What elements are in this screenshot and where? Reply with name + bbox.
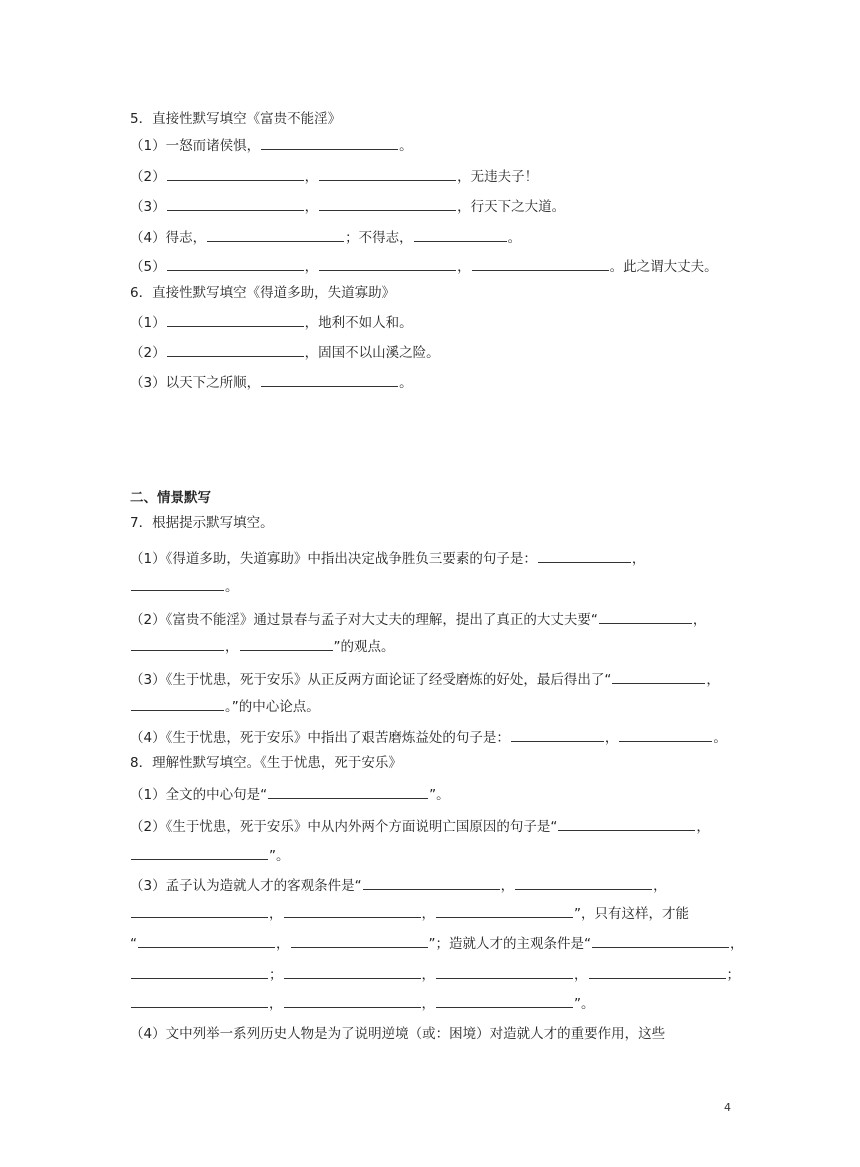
line-text: ”。	[269, 848, 290, 864]
answer-blank[interactable]	[167, 197, 304, 211]
line-text: ”。	[574, 996, 595, 1012]
answer-blank[interactable]	[436, 904, 573, 918]
line-text: 7．根据提示默写填空。	[130, 515, 274, 531]
answer-blank[interactable]	[131, 577, 224, 591]
line-text: ，	[421, 996, 435, 1012]
line-text: ，	[730, 936, 744, 952]
answer-blank[interactable]	[515, 876, 652, 890]
line-text: ，	[696, 819, 710, 835]
line-text: （3）以天下之所顺，	[130, 375, 261, 391]
line-text: ，	[269, 996, 283, 1012]
line-text: ，无违夫子！	[457, 169, 539, 185]
question-line	[130, 257, 750, 276]
answer-blank[interactable]	[167, 313, 304, 327]
question-line	[130, 167, 750, 186]
answer-blank[interactable]	[619, 728, 712, 742]
line-text: ，	[631, 551, 646, 567]
question-line	[130, 313, 750, 332]
question-heading	[130, 754, 750, 772]
answer-blank[interactable]	[319, 167, 456, 181]
question-line	[130, 637, 750, 656]
page-number: 4	[724, 1101, 731, 1114]
answer-blank[interactable]	[131, 994, 268, 1008]
answer-blank[interactable]	[284, 965, 421, 979]
question-line	[130, 876, 750, 895]
question-line	[130, 549, 750, 568]
question-line	[130, 785, 750, 804]
answer-blank[interactable]	[131, 846, 268, 860]
line-text: ，	[604, 730, 619, 746]
line-text: （3）《生于忧患，死于安乐》从正反两方面论证了经受磨炼的好处，最后得出了“	[130, 672, 612, 688]
line-text: ，固国不以山溪之险。	[304, 345, 440, 361]
line-text: （2）	[130, 345, 166, 361]
line-text: ，	[225, 639, 239, 655]
question-line	[130, 904, 750, 923]
line-text: 。	[399, 375, 413, 391]
line-text: 5．直接性默写填空《富贵不能淫》	[130, 111, 342, 127]
line-text: （1）全文的中心句是“	[130, 787, 268, 803]
section-heading	[130, 489, 750, 507]
question-line	[130, 846, 750, 865]
line-text: （4）文中列举一系列历史人物是为了说明逆境（或：困境）对造就人才的重要作用，这些	[130, 1026, 666, 1042]
answer-blank[interactable]	[268, 785, 428, 799]
question-line	[130, 577, 750, 596]
answer-blank[interactable]	[599, 610, 692, 624]
answer-blank[interactable]	[131, 697, 224, 711]
answer-blank[interactable]	[240, 637, 333, 651]
line-text: ，	[500, 878, 515, 894]
line-text: ，	[421, 906, 435, 922]
answer-blank[interactable]	[592, 934, 729, 948]
question-line	[130, 197, 750, 216]
answer-blank[interactable]	[284, 994, 421, 1008]
line-text: 。”的中心论点。	[225, 699, 320, 715]
question-heading	[130, 284, 750, 302]
line-text: ，	[304, 169, 319, 185]
question-line	[130, 136, 750, 155]
answer-blank[interactable]	[511, 728, 604, 742]
answer-blank[interactable]	[538, 549, 631, 563]
answer-blank[interactable]	[261, 136, 398, 150]
question-line	[130, 994, 750, 1013]
answer-blank[interactable]	[558, 817, 695, 831]
answer-blank[interactable]	[131, 904, 268, 918]
answer-blank[interactable]	[319, 257, 456, 271]
answer-blank[interactable]	[207, 228, 344, 242]
line-text: 。	[399, 138, 413, 154]
answer-blank[interactable]	[284, 904, 421, 918]
line-text: （2）《生于忧患，死于安乐》中从内外两个方面说明亡国原因的句子是“	[130, 819, 558, 835]
answer-blank[interactable]	[131, 965, 268, 979]
line-text: 。此之谓大丈夫。	[609, 259, 718, 275]
line-text: 。	[713, 730, 727, 746]
answer-blank[interactable]	[167, 257, 304, 271]
line-text: （4）《生于忧患，死于安乐》中指出了艰苦磨炼益处的句子是：	[130, 730, 510, 746]
line-text: 。	[507, 230, 522, 246]
line-text: （4）得志，	[130, 230, 207, 246]
line-text: （1）	[130, 315, 166, 331]
line-text: ”，只有这样，才能	[574, 906, 689, 922]
line-text: ，行天下之大道。	[457, 199, 566, 215]
line-text: “	[130, 936, 137, 952]
line-text: （5）	[130, 259, 166, 275]
line-text: ”的观点。	[333, 639, 395, 655]
line-text: 8．理解性默写填空。《生于忧患，死于安乐》	[130, 755, 402, 771]
line-text: ，	[706, 672, 720, 688]
question-line	[130, 610, 750, 629]
line-text: 。	[225, 579, 239, 595]
question-line	[130, 817, 750, 836]
answer-blank[interactable]	[436, 965, 573, 979]
answer-blank[interactable]	[319, 197, 456, 211]
line-text: 二、情景默写	[130, 490, 211, 506]
line-text: （2）《富贵不能淫》通过景春与孟子对大丈夫的理解，提出了真正的大丈夫要“	[130, 612, 598, 628]
line-text: ，	[304, 259, 319, 275]
line-text: （3）	[130, 199, 166, 215]
line-text: （1）《得道多助，失道寡助》中指出决定战争胜负三要素的句子是：	[130, 551, 537, 567]
answer-blank[interactable]	[138, 934, 275, 948]
question-line	[130, 343, 750, 362]
question-line	[130, 728, 750, 747]
answer-blank[interactable]	[612, 670, 705, 684]
question-line	[130, 1025, 750, 1043]
line-text: ；不得志，	[345, 230, 413, 246]
line-text: ，	[457, 259, 471, 275]
line-text: ，	[421, 967, 435, 983]
answer-blank[interactable]	[167, 167, 304, 181]
line-text: （1）一怒而诸侯惧，	[130, 138, 261, 154]
question-line	[130, 965, 750, 984]
line-text: ”；造就人才的主观条件是“	[428, 936, 591, 952]
question-line	[130, 697, 750, 716]
answer-blank[interactable]	[261, 373, 398, 387]
line-text: ”。	[429, 787, 450, 803]
answer-blank[interactable]	[167, 343, 304, 357]
line-text: 6．直接性默写填空《得道多助，失道寡助》	[130, 285, 396, 301]
answer-blank[interactable]	[414, 228, 507, 242]
question-line	[130, 934, 750, 953]
line-text: （3）孟子认为造就人才的客观条件是“	[130, 878, 362, 894]
line-text: ，地利不如人和。	[304, 315, 413, 331]
line-text: （2）	[130, 169, 166, 185]
question-heading	[130, 110, 750, 128]
answer-blank[interactable]	[589, 965, 726, 979]
question-heading	[130, 514, 750, 532]
question-line	[130, 228, 750, 247]
question-line	[130, 670, 750, 689]
answer-blank[interactable]	[131, 637, 224, 651]
answer-blank[interactable]	[472, 257, 609, 271]
line-text: ，	[653, 878, 667, 894]
question-line	[130, 373, 750, 392]
line-text: ，	[276, 936, 290, 952]
line-text: ；	[726, 967, 740, 983]
line-text: ，	[574, 967, 588, 983]
line-text: ，	[692, 612, 707, 628]
line-text: ，	[269, 906, 283, 922]
answer-blank[interactable]	[291, 934, 428, 948]
line-text: ；	[269, 967, 283, 983]
answer-blank[interactable]	[436, 994, 573, 1008]
line-text: ，	[304, 199, 319, 215]
answer-blank[interactable]	[363, 876, 500, 890]
